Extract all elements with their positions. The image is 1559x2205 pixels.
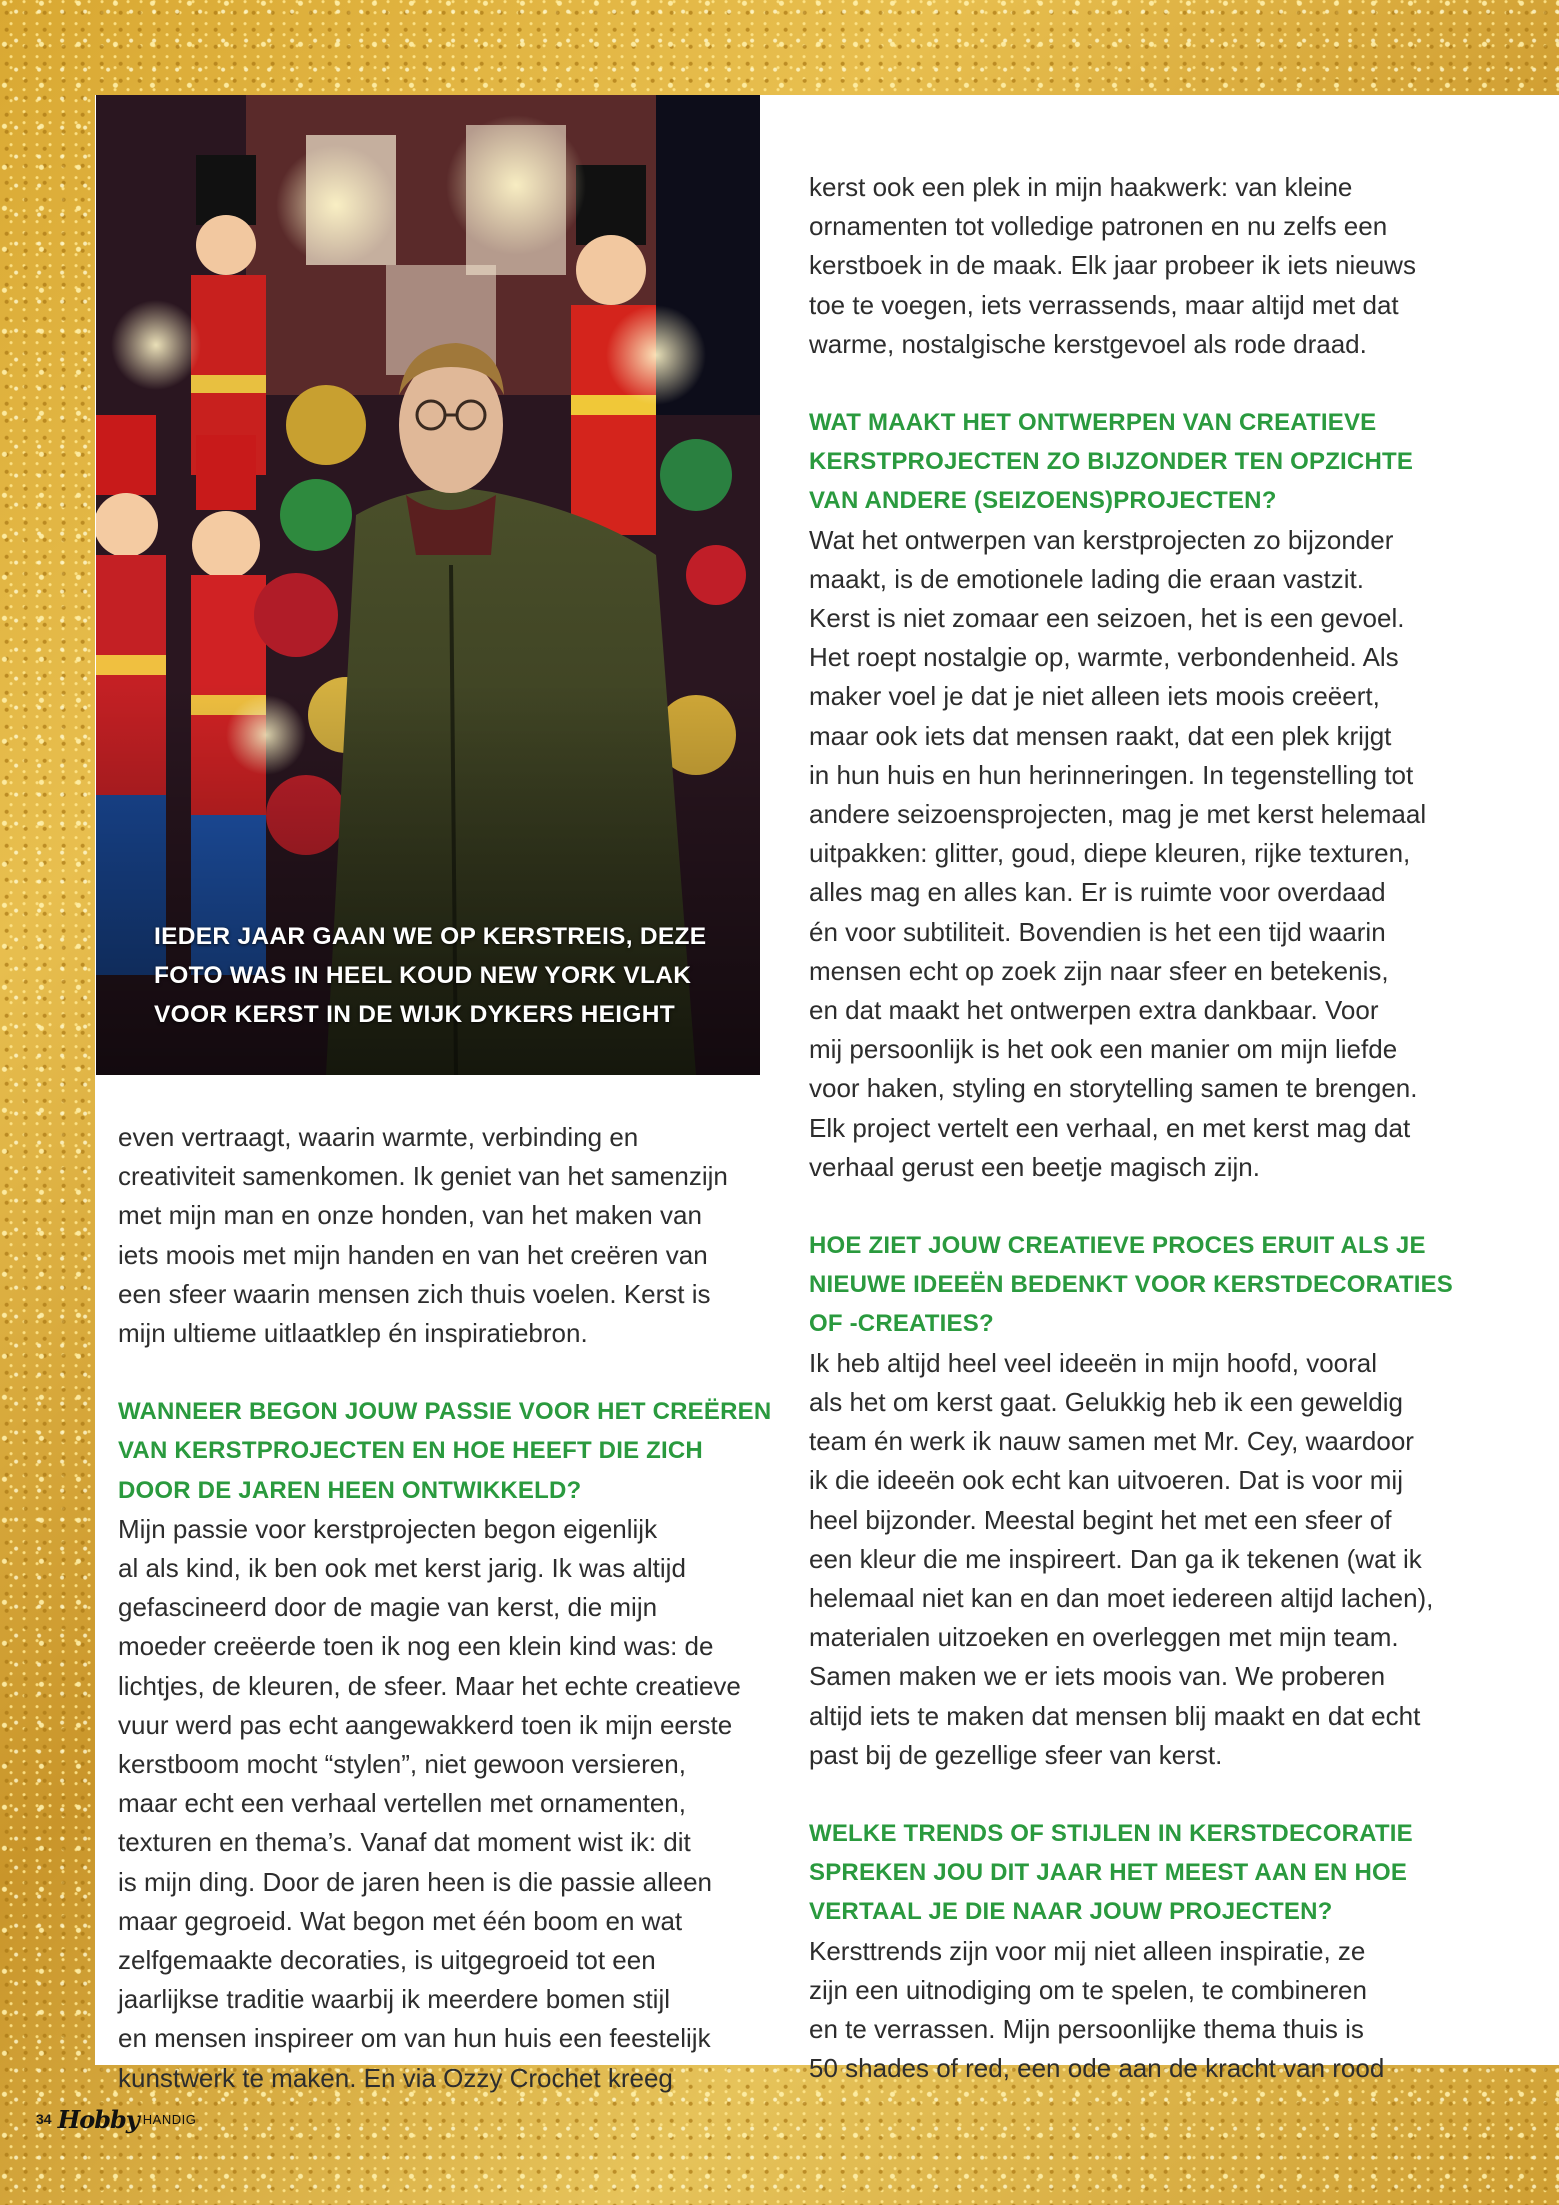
text-line: mijn ultieme uitlaatklep én inspiratiebron.	[118, 1318, 588, 1349]
text-line: KERSTPROJECTEN ZO BIJZONDER TEN OPZICHTE	[809, 448, 1414, 476]
text-line: Kerst is niet zomaar een seizoen, het is een gevoel.	[809, 603, 1405, 634]
text-line: in hun huis en hun herinneringen. In tegenstelling tot	[809, 759, 1414, 790]
text-line: Het roept nostalgie op, warmte, verbondenheid. Als	[809, 642, 1399, 673]
text-line: zijn een uitnodiging om te spelen, te combineren	[809, 1974, 1367, 2005]
body-paragraph	[809, 1344, 1509, 1775]
text-line: mensen echt op zoek zijn naar sfeer en betekenis,	[809, 955, 1389, 986]
section-heading	[809, 1226, 1509, 1344]
text-line: jaarlijkse traditie waarbij ik meerdere bomen stijl	[118, 1984, 670, 2015]
text-line: texturen en thema’s. Vanaf dat moment wist ik: dit	[118, 1827, 691, 1858]
text-line: alles mag en alles kan. Er is ruimte voor overdaad	[809, 877, 1386, 908]
text-line: WELKE TRENDS OF STIJLEN IN KERSTDECORATIE	[809, 1819, 1413, 1847]
text-line: en mensen inspireer om van hun huis een feestelijk	[118, 2023, 711, 2054]
body-paragraph	[809, 1932, 1509, 2089]
text-line: gefascineerd door de magie van kerst, die mijn	[118, 1592, 658, 1623]
text-line: helemaal niet kan en dan moet iedereen altijd lachen),	[809, 1582, 1434, 1613]
body-paragraph	[809, 168, 1509, 364]
section-heading	[118, 1392, 778, 1510]
paragraph-gap	[809, 1187, 1509, 1226]
text-line: andere seizoensprojecten, mag je met kerst helemaal	[809, 799, 1427, 830]
text-line: en te verrassen. Mijn persoonlijke thema thuis is	[809, 2013, 1364, 2044]
text-line: maker voel je dat je niet alleen iets moois creëert,	[809, 681, 1380, 712]
caption-line: VOOR KERST IN DE WIJK DYKERS HEIGHT	[154, 1001, 675, 1028]
magazine-logo-handig: HANDIG	[142, 2111, 197, 2127]
text-line: iets moois met mijn handen en van het creëren van	[118, 1239, 708, 1270]
text-line: kerstboek in de maak. Elk jaar probeer ik iets nieuws	[809, 250, 1416, 281]
text-line: voor haken, styling en storytelling samen te brengen.	[809, 1073, 1418, 1104]
text-line: uitpakken: glitter, goud, diepe kleuren, rijke texturen,	[809, 838, 1411, 869]
page-number: 34	[36, 2111, 52, 2127]
text-line: Kersttrends zijn voor mij niet alleen inspiratie, ze	[809, 1935, 1366, 1966]
text-line: team én werk ik nauw samen met Mr. Cey, waardoor	[809, 1426, 1414, 1457]
section-heading	[809, 1814, 1509, 1932]
text-line: al als kind, ik ben ook met kerst jarig. Ik was altijd	[118, 1553, 686, 1584]
text-line: VERTAAL JE DIE NAAR JOUW PROJECTEN?	[809, 1898, 1333, 1926]
body-paragraph	[118, 1118, 778, 1353]
text-line: en dat maakt het ontwerpen extra dankbaar. Voor	[809, 995, 1379, 1026]
text-line: een sfeer waarin mensen zich thuis voelen. Kerst is	[118, 1278, 711, 1309]
text-line: HOE ZIET JOUW CREATIEVE PROCES ERUIT ALS JE	[809, 1232, 1426, 1260]
page-footer	[36, 2104, 196, 2134]
paragraph-gap	[809, 364, 1509, 403]
text-line: past bij de gezellige sfeer van kerst.	[809, 1739, 1223, 1770]
text-line: maakt, is de emotionele lading die eraan vastzit.	[809, 563, 1364, 594]
text-line: OF -CREATIES?	[809, 1310, 994, 1338]
text-line: Samen maken we er iets moois van. We proberen	[809, 1661, 1386, 1692]
text-line: Ik heb altijd heel veel ideeën in mijn hoofd, vooral	[809, 1347, 1378, 1378]
caption-line: IEDER JAAR GAAN WE OP KERSTREIS, DEZE	[154, 923, 707, 950]
paragraph-gap	[809, 1775, 1509, 1814]
text-line: creativiteit samenkomen. Ik geniet van het samenzijn	[118, 1161, 728, 1192]
text-line: met mijn man en onze honden, van het maken van	[118, 1200, 702, 1231]
text-line: én voor subtiliteit. Bovendien is het een tijd waarin	[809, 916, 1386, 947]
text-line: kerst ook een plek in mijn haakwerk: van kleine	[809, 172, 1353, 202]
article-photo	[96, 95, 760, 1075]
text-line: Elk project vertelt een verhaal, en met kerst mag dat	[809, 1112, 1411, 1143]
text-line: warme, nostalgische kerstgevoel als rode draad.	[809, 328, 1367, 359]
left-text-column	[118, 1118, 778, 2098]
text-line: mij persoonlijk is het ook een manier om mijn liefde	[809, 1034, 1398, 1065]
body-paragraph	[118, 1510, 778, 2098]
text-line: SPREKEN JOU DIT JAAR HET MEEST AAN EN HOE	[809, 1859, 1408, 1887]
paragraph-gap	[118, 1353, 778, 1392]
photo-caption	[154, 917, 734, 1034]
text-line: materialen uitzoeken en overleggen met mijn team.	[809, 1622, 1399, 1653]
magazine-logo-hobby: Hobby	[57, 2104, 139, 2134]
text-line: maar gegroeid. Wat begon met één boom en wat	[118, 1905, 683, 1936]
text-line: maar echt een verhaal vertellen met ornamenten,	[118, 1788, 686, 1819]
text-line: VAN KERSTPROJECTEN EN HOE HEEFT DIE ZICH	[118, 1437, 703, 1465]
text-line: altijd iets te maken dat mensen blij maakt en dat echt	[809, 1700, 1421, 1731]
text-line: een kleur die me inspireert. Dan ga ik tekenen (wat ik	[809, 1543, 1422, 1574]
text-line: is mijn ding. Door de jaren heen is die passie alleen	[118, 1866, 713, 1897]
text-line: moeder creëerde toen ik nog een klein kind was: de	[118, 1631, 714, 1662]
text-line: ornamenten tot volledige patronen en nu zelfs een	[809, 211, 1388, 242]
text-line: ik die ideeën ook echt kan uitvoeren. Dat is voor mij	[809, 1465, 1403, 1496]
text-line: zelfgemaakte decoraties, is uitgegroeid tot een	[118, 1945, 656, 1976]
text-line: maar ook iets dat mensen raakt, dat een plek krijgt	[809, 720, 1392, 751]
text-line: WANNEER BEGON JOUW PASSIE VOOR HET CREËREN	[118, 1398, 772, 1426]
text-line: als het om kerst gaat. Gelukkig heb ik een geweldig	[809, 1386, 1404, 1417]
text-line: NIEUWE IDEEËN BEDENKT VOOR KERSTDECORATIES	[809, 1271, 1454, 1299]
text-line: kunstwerk te maken. En via Ozzy Crochet kreeg	[118, 2062, 673, 2093]
text-line: heel bijzonder. Meestal begint het met een sfeer of	[809, 1504, 1392, 1535]
text-line: Mijn passie voor kerstprojecten begon eigenlijk	[118, 1513, 658, 1544]
body-paragraph	[809, 521, 1509, 1187]
text-line: lichtjes, de kleuren, de sfeer. Maar het echte creatieve	[118, 1670, 741, 1701]
text-line: verhaal gerust een beetje magisch zijn.	[809, 1151, 1260, 1182]
text-line: toe te voegen, iets verrassends, maar altijd met dat	[809, 289, 1399, 320]
text-line: vuur werd pas echt aangewakkerd toen ik mijn eerste	[118, 1709, 733, 1740]
text-line: WAT MAAKT HET ONTWERPEN VAN CREATIEVE	[809, 409, 1377, 437]
text-line: 50 shades of red, een ode aan de kracht van rood	[809, 2053, 1385, 2084]
text-line: DOOR DE JAREN HEEN ONTWIKKELD?	[118, 1476, 582, 1504]
text-line: Wat het ontwerpen van kerstprojecten zo bijzonder	[809, 524, 1394, 555]
right-text-column	[809, 168, 1509, 2088]
text-line: even vertraagt, waarin warmte, verbinding en	[118, 1122, 639, 1152]
caption-line: FOTO WAS IN HEEL KOUD NEW YORK VLAK	[154, 962, 692, 989]
section-heading	[809, 403, 1509, 521]
text-line: VAN ANDERE (SEIZOENS)PROJECTEN?	[809, 487, 1277, 515]
text-line: kerstboom mocht “stylen”, niet gewoon versieren,	[118, 1749, 686, 1780]
